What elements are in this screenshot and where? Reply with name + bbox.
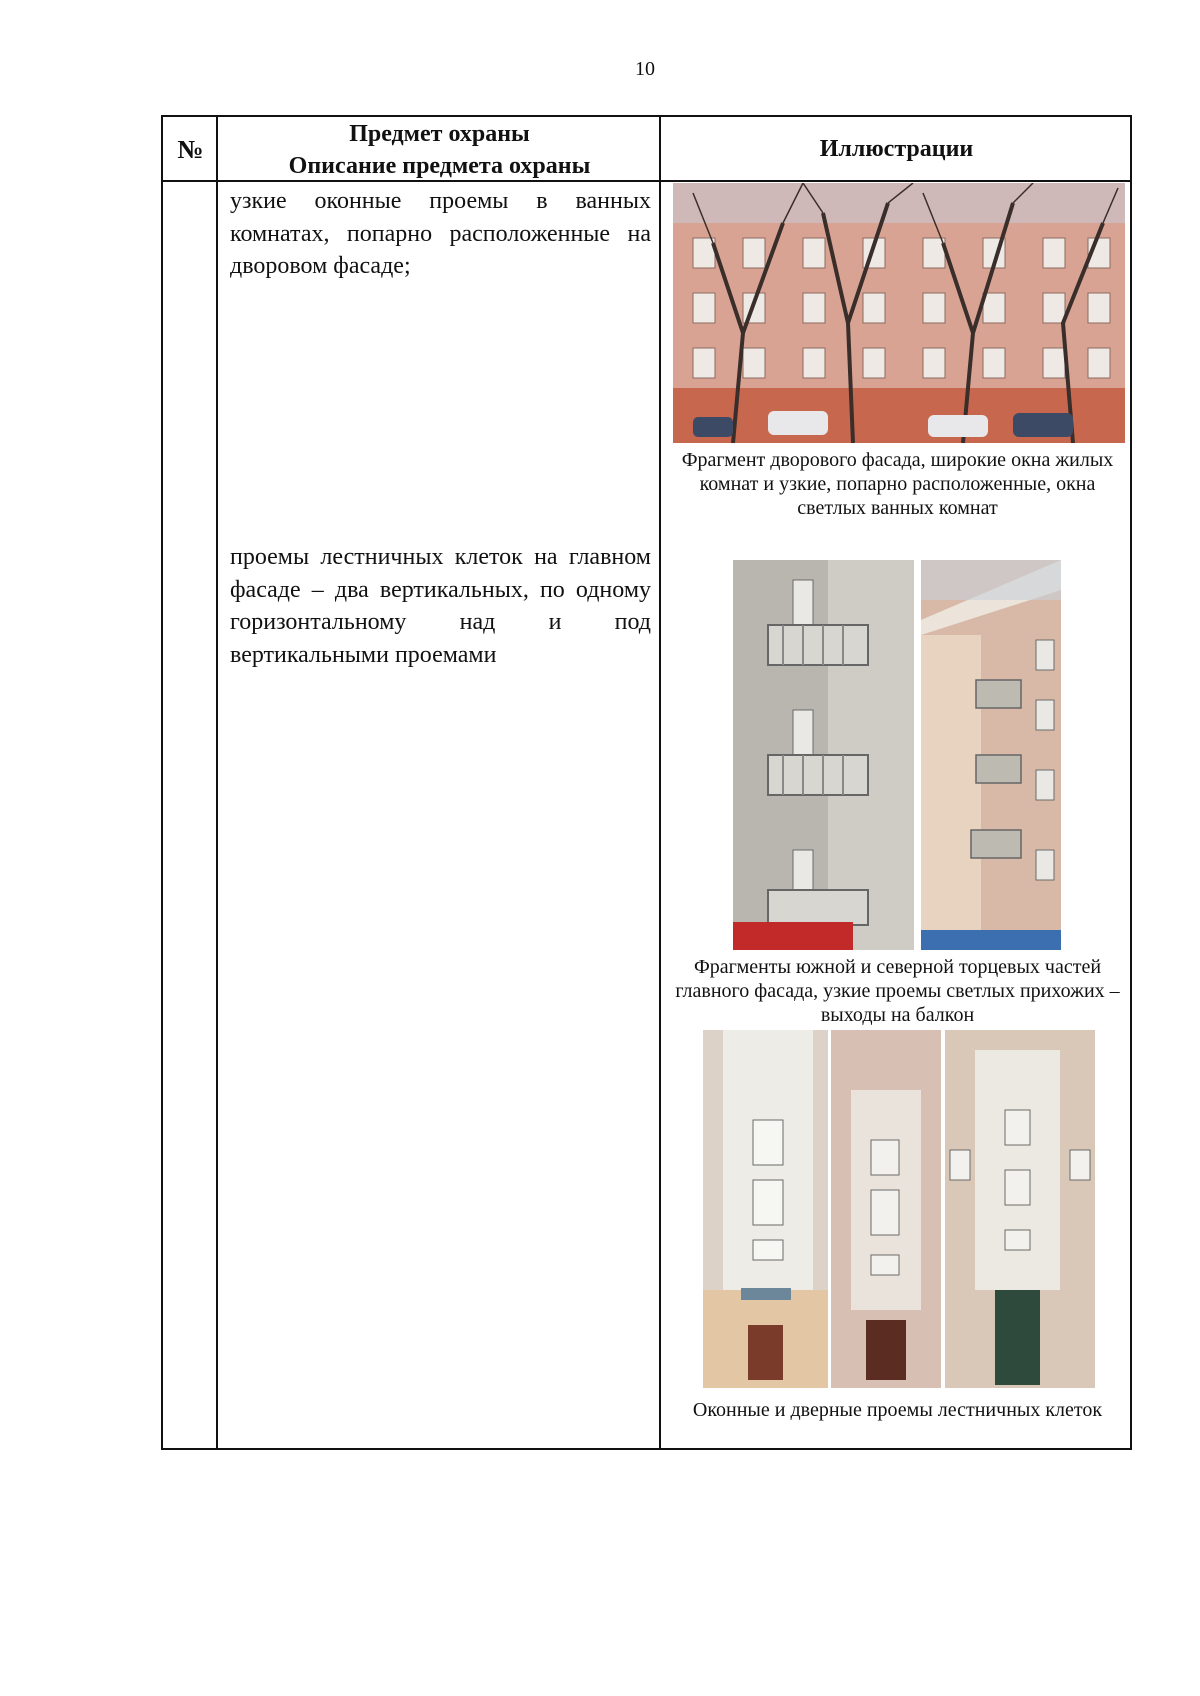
north-end-balconies-photo xyxy=(921,560,1061,950)
column-divider xyxy=(659,117,661,1448)
item-description: узкие оконные проемы в ванных комнатах, попарно расположенные на дворовом фасаде; xyxy=(230,188,651,279)
header-subject xyxy=(218,117,661,182)
photo-caption: Фрагменты южной и северной торцевых частей главного фасада, узкие проемы светлых прихожих – выходы на балкон xyxy=(675,956,1120,1026)
south-end-balconies-photo xyxy=(733,560,914,950)
stair-tower-1-photo xyxy=(703,1030,828,1388)
yard-facade-photo xyxy=(673,183,1125,443)
stair-tower-2-photo xyxy=(831,1030,941,1388)
stair-tower-3-photo xyxy=(945,1030,1095,1388)
item-description: проемы лестничных клеток на главном фасаде – два вертикальных, по одному горизонтальному над и под вертикальными проемами xyxy=(230,544,651,668)
protection-subject-table xyxy=(161,115,1132,1450)
column-divider xyxy=(216,117,218,1448)
header-number: № xyxy=(177,134,204,164)
header-subject-description: Описание предмета охраны xyxy=(288,152,591,179)
photo-caption: Фрагмент дворового фасада, широкие окна жилых комнат и узкие, попарно расположенные, окна светлых ванных комнат xyxy=(681,449,1114,519)
page-number: 10 xyxy=(635,58,655,80)
header-subject-title: Предмет охраны xyxy=(349,120,530,147)
photo-caption: Оконные и дверные проемы лестничных клеток xyxy=(692,1399,1103,1421)
header-illustrations: Иллюстрации xyxy=(819,136,974,162)
